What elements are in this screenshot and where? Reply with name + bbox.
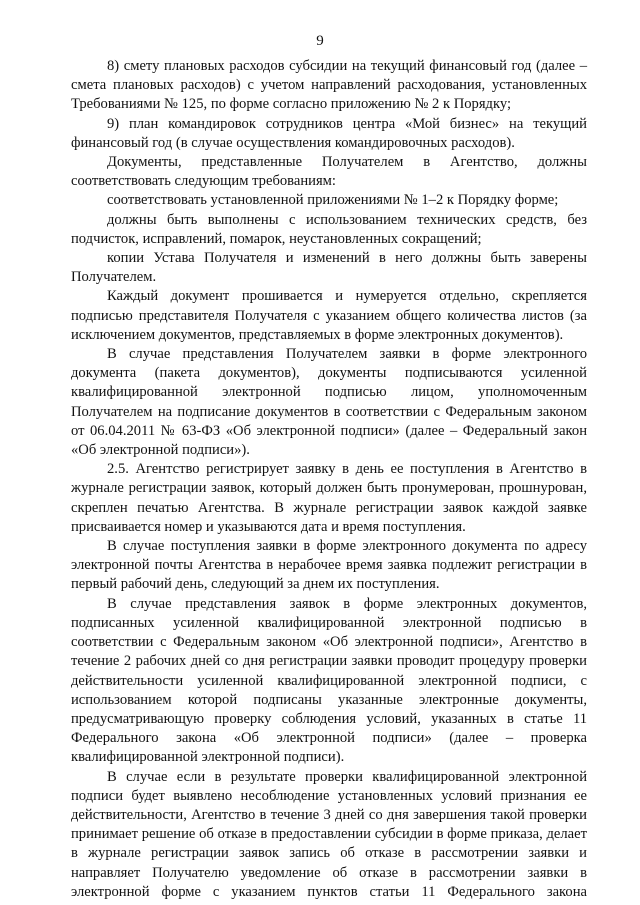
document-body [71, 57, 587, 902]
paragraph-electronic-submission: В случае представления Получателем заявки в форме электронного документа (пакета документов), документы подписываются усиленной квалифицированной электронной подписью лицом, уполномоченным Получателем на подписание документов в соответствии с Федеральным законом от 06.04.2011 № 63-ФЗ «Об электронной подписи» (далее – Федеральный закон «Об электронной подписи»). [71, 346, 587, 459]
paragraph-requirement-form: соответствовать установленной приложениями № 1–2 к Порядку форме; [107, 192, 559, 209]
page-number: 9 [316, 33, 324, 49]
paragraph-section-2-5: 2.5. Агентство регистрирует заявку в день ее поступления в Агентство в журнале регистрации заявок, который должен быть пронумерован, прошнурован, скреплен печатью Агентства. В журнале регистрации заявок каждой заявке присваивается номер и указываются дата и время поступления. [71, 461, 587, 535]
paragraph-document-binding: Каждый документ прошивается и нумеруется отдельно, скрепляется подписью представителя Получателя с указанием общего количества листов (за исключением документов, представляемых в форме электронных документов). [71, 288, 587, 343]
paragraph-item-9-travel-plan: 9) план командировок сотрудников центра «Мой бизнес» на текущий финансовый год (в случае осуществления командировочных расходов). [71, 115, 587, 151]
paragraph-requirement-technical: должны быть выполнены с использованием технических средств, без подчисток, исправлений, помарок, неустановленных сокращений; [71, 211, 587, 247]
paragraph-email-registration: В случае поступления заявки в форме электронного документа по адресу электронной почты Агентства в нерабочее время заявка подлежит регистрации в первый рабочий день, следующий за днем их поступления. [71, 538, 587, 593]
paragraph-item-8-estimate: 8) смету плановых расходов субсидии на текущий финансовый год (далее – смета плановых расходов) с учетом направлений расходования, установленных Требованиями № 125, по форме согласно приложению № 2 к Порядку; [71, 58, 587, 113]
paragraph-verification-failure: В случае если в результате проверки квалифицированной электронной подписи будет выявлено несоблюдение установленных условий признания ее действительности, Агентство в течение 3 дней со дня завершения такой проверки принимает решение об отказе в предоставлении субсидии в форме приказа, делает в журнале регистрации заявок запись об отказе в рассмотрении заявки и направляет Получателю уведомление об отказе в рассмотрении заявки в электронной форме с указанием пунктов статьи 11 Федерального закона [71, 768, 587, 900]
paragraph-requirements-intro: Документы, представленные Получателем в Агентство, должны соответствовать следующим требованиям: [71, 154, 587, 190]
paragraph-requirement-copies: копии Устава Получателя и изменений в него должны быть заверены Получателем. [71, 250, 587, 286]
paragraph-signature-verification: В случае представления заявок в форме электронных документов, подписанных усиленной квалифицированной электронной подписью в соответствии с Федеральным законом «Об электронной подписи», Агентство в течение 2 рабочих дней со дня регистрации заявки проводит процедуру проверки действительности усиленной квалифицированной электронной подписи, с использованием которой подписаны указанные электронные документы, предусматривающую проверку соблюдения условий, указанных в статье 11 Федерального закона «Об электронной подписи» (далее – проверка квалифицированной электронной подписи). [71, 595, 587, 766]
